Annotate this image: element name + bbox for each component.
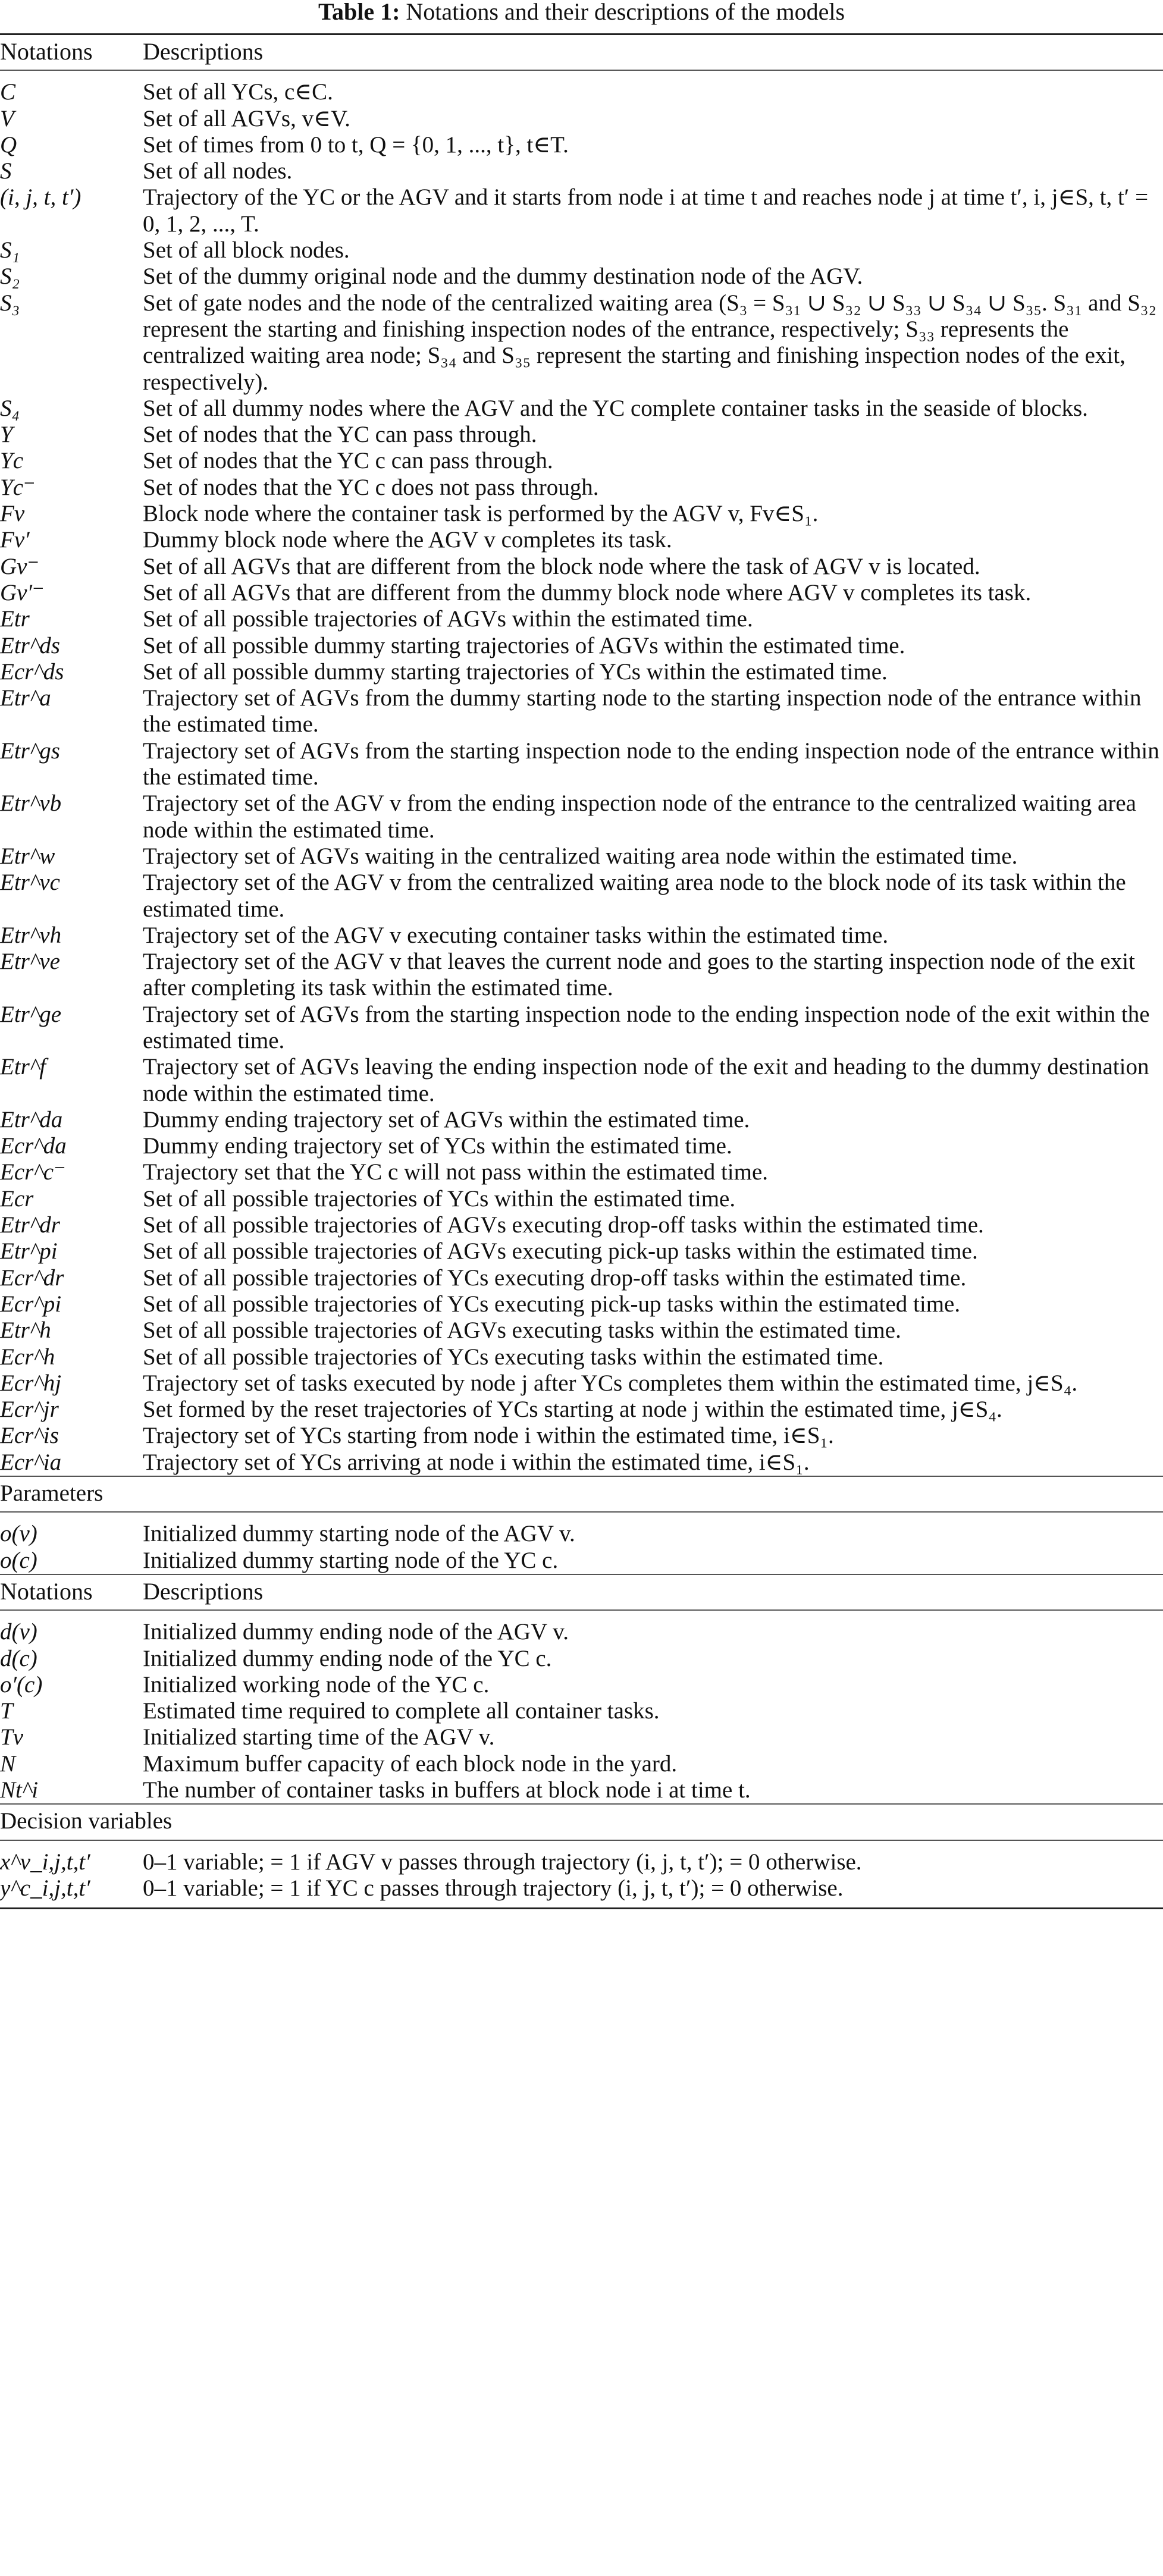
notation-symbol: Fv′ (0, 527, 30, 553)
notation-symbol: C (0, 79, 16, 105)
notation-description: Initialized dummy starting node of the AGV v. (143, 1521, 575, 1547)
header-notations: Notations (0, 1574, 143, 1610)
notation-description: Trajectory set of AGVs leaving the ending inspection node of the exit and heading to the dummy destination node within the estimated time. (143, 1054, 1149, 1106)
notation-description: Set of all possible trajectories of YCs within the estimated time. (143, 1185, 736, 1212)
notation-row (0, 1159, 1163, 1185)
parameter-row (0, 1610, 1163, 1645)
decision-section (0, 1804, 1163, 1840)
notation-symbol: Yc⁻ (0, 474, 36, 500)
notation-row (0, 685, 1163, 738)
notation-description: Dummy block node where the AGV v completes its task. (143, 527, 672, 553)
notation-symbol: Ecr^ds (0, 658, 64, 685)
caption-text: Notations and their descriptions of the models (406, 0, 845, 25)
parameter-row (0, 1698, 1163, 1724)
notation-row (0, 290, 1163, 396)
notation-row (0, 580, 1163, 606)
notation-row (0, 659, 1163, 685)
parameter-row (0, 1548, 1163, 1574)
notation-description: Set of nodes that the YC can pass through. (143, 422, 537, 448)
notation-symbol: Ecr^is (0, 1423, 59, 1449)
notation-row (0, 106, 1163, 132)
notation-symbol: S (0, 158, 12, 184)
notation-description: Set of all possible trajectories of YCs executing drop-off tasks within the estimated time. (143, 1265, 967, 1291)
notation-symbol: Etr^ds (0, 632, 60, 658)
notation-symbol: x^v_i,j,t,t′ (0, 1849, 90, 1875)
notation-row (0, 1291, 1163, 1317)
notation-symbol: Yc (0, 448, 23, 474)
parameters-section-label: Parameters (0, 1476, 1163, 1512)
notation-symbol: Gv′⁻ (0, 579, 45, 605)
notation-row (0, 923, 1163, 949)
notation-description: Initialized dummy starting node of the YC c. (143, 1547, 559, 1573)
notation-description: Set of all possible trajectories of AGVs executing pick-up tasks within the estimated time. (143, 1238, 978, 1265)
notation-description: Set of all possible trajectories of AGVs executing tasks within the estimated time. (143, 1317, 901, 1344)
notation-row (0, 738, 1163, 791)
notation-row (0, 448, 1163, 474)
notation-description: Dummy ending trajectory set of AGVs within the estimated time. (143, 1106, 750, 1132)
notation-description: Set of all possible dummy starting trajectories of YCs within the estimated time. (143, 658, 888, 685)
notation-description: Trajectory set of YCs starting from node i within the estimated time, i∈S₁. (143, 1423, 834, 1449)
notation-description: Trajectory set of the AGV v executing container tasks within the estimated time. (143, 922, 889, 948)
notation-row (0, 396, 1163, 422)
notation-row (0, 843, 1163, 870)
notation-description: Trajectory set of the AGV v that leaves the current node and goes to the starting inspection node of the exit after completing its task within the estimated time. (143, 949, 1135, 1001)
table-caption (0, 0, 1163, 26)
notation-description: Maximum buffer capacity of each block node in the yard. (143, 1750, 678, 1777)
notation-symbol: S₂ (0, 263, 20, 290)
notation-description: Set of all possible trajectories of AGVs executing drop-off tasks within the estimated time. (143, 1212, 984, 1238)
notation-symbol: y^c_i,j,t,t′ (0, 1875, 143, 1909)
notation-description: Initialized dummy ending node of the AGV v. (143, 1619, 569, 1645)
notation-row (0, 158, 1163, 184)
notation-row (0, 633, 1163, 659)
notation-row (0, 1344, 1163, 1370)
notation-row (0, 263, 1163, 290)
notation-description: Set of all AGVs, v∈V. (143, 105, 350, 131)
notation-symbol: Ecr^da (0, 1133, 67, 1159)
notation-description: Trajectory set of YCs arriving at node i within the estimated time, i∈S₁. (143, 1449, 810, 1475)
notation-symbol: Ecr^ia (0, 1449, 62, 1475)
notation-description: Initialized dummy ending node of the YC c. (143, 1645, 552, 1671)
notation-row (0, 501, 1163, 527)
notation-description: Trajectory set of AGVs from the starting inspection node to the ending inspection node of the entrance within the estimated time. (143, 738, 1159, 790)
notation-description: The number of container tasks in buffers at block node i at time t. (143, 1777, 751, 1803)
notation-description: Set formed by the reset trajectories of YCs starting at node j within the estimated time, j∈S₄. (143, 1397, 1002, 1423)
notation-description: Set of all possible trajectories of AGVs within the estimated time. (143, 606, 753, 632)
notation-symbol: Tv (0, 1724, 23, 1750)
notation-symbol: Ecr^hj (0, 1370, 62, 1396)
notation-row (0, 1265, 1163, 1291)
notation-symbol: o(v) (0, 1521, 37, 1547)
notation-description: Dummy ending trajectory set of YCs within the estimated time. (143, 1133, 732, 1159)
notation-symbol: Y (0, 422, 13, 448)
notation-description: Set of all possible trajectories of YCs executing tasks within the estimated time. (143, 1344, 884, 1370)
notation-row (0, 1449, 1163, 1476)
notation-row (0, 606, 1163, 632)
notation-symbol: S₁ (0, 237, 20, 263)
header-descriptions: Descriptions (143, 1574, 1163, 1610)
notation-description: Set of nodes that the YC c does not pass through. (143, 474, 599, 500)
notation-row (0, 1212, 1163, 1238)
notation-symbol: S₄ (0, 395, 20, 421)
notation-row (0, 554, 1163, 580)
notation-description: Set of nodes that the YC c can pass through. (143, 448, 553, 474)
notation-row (0, 527, 1163, 553)
notation-symbol: Ecr^c⁻ (0, 1159, 66, 1185)
decision-row (0, 1840, 1163, 1875)
notation-row (0, 1397, 1163, 1423)
notation-description: Estimated time required to complete all container tasks. (143, 1698, 660, 1724)
decision-row (0, 1875, 1163, 1909)
parameter-row (0, 1751, 1163, 1777)
notation-row (0, 1317, 1163, 1344)
notation-row (0, 1238, 1163, 1265)
notation-symbol: Etr^f (0, 1054, 46, 1080)
notation-description: 0–1 variable; = 1 if AGV v passes through trajectory (i, j, t, t′); = 0 otherwise. (143, 1849, 862, 1875)
notation-symbol: S₃ (0, 290, 20, 316)
notation-row (0, 422, 1163, 448)
notation-description: Set of all dummy nodes where the AGV and the YC complete container tasks in the seaside of blocks. (143, 395, 1088, 421)
header-descriptions: Descriptions (143, 34, 1163, 71)
notation-symbol: Etr^vb (0, 790, 62, 817)
notation-table-body (0, 34, 1163, 1909)
notation-description: Set of all YCs, c∈C. (143, 79, 333, 105)
notation-symbol: Etr^h (0, 1317, 51, 1344)
notation-symbol: o(c) (0, 1547, 37, 1573)
notation-row (0, 70, 1163, 105)
notation-description: 0–1 variable; = 1 if YC c passes through trajectory (i, j, t, t′); = 0 otherwise. (143, 1875, 1163, 1909)
parameter-row (0, 1724, 1163, 1750)
notation-symbol: Etr^a (0, 685, 51, 711)
notation-symbol: Etr (0, 606, 30, 632)
notation-symbol: d(v) (0, 1619, 37, 1645)
notation-row (0, 132, 1163, 158)
notation-row (0, 870, 1163, 923)
notation-description: Set of all AGVs that are different from the dummy block node where AGV v completes its task. (143, 579, 1032, 605)
notation-row (0, 1107, 1163, 1133)
notation-symbol: Etr^vh (0, 922, 62, 948)
notation-symbol: Ecr (0, 1185, 34, 1212)
parameters-section (0, 1476, 1163, 1512)
notation-symbol: Etr^ve (0, 949, 60, 975)
notation-description: Block node where the container task is performed by the AGV v, Fv∈S₁. (143, 501, 819, 527)
notation-symbol: Etr^gs (0, 738, 60, 764)
notation-description: Initialized starting time of the AGV v. (143, 1724, 495, 1750)
notation-description: Set of the dummy original node and the dummy destination node of the AGV. (143, 263, 863, 290)
notation-description: Set of all possible trajectories of YCs executing pick-up tasks within the estimated time. (143, 1291, 961, 1317)
notation-symbol: V (0, 105, 14, 131)
notation-symbol: Etr^dr (0, 1212, 60, 1238)
notation-symbol: Etr^pi (0, 1238, 58, 1265)
notation-row (0, 475, 1163, 501)
notation-description: Set of all AGVs that are different from the block node where the task of AGV v is located. (143, 553, 980, 579)
notation-description: Set of all possible dummy starting trajectories of AGVs within the estimated time. (143, 632, 905, 658)
decision-section-label: Decision variables (0, 1804, 1163, 1840)
notation-symbol: (i, j, t, t′) (0, 184, 81, 211)
notation-row (0, 790, 1163, 843)
notation-symbol: N (0, 1750, 16, 1777)
notation-description: Trajectory set of AGVs from the starting inspection node to the ending inspection node of the exit within the estimated time. (143, 1001, 1150, 1053)
notation-row (0, 237, 1163, 263)
notation-description: Trajectory set of tasks executed by node j after YCs completes them within the estimated time, j∈S₄. (143, 1370, 1078, 1396)
notation-description: Trajectory of the YC or the AGV and it starts from node i at time t and reaches node j at time t′, i, j∈S, t, t′ = 0, 1, 2, ..., T. (143, 184, 1149, 237)
parameter-row (0, 1512, 1163, 1547)
notation-description: Trajectory set that the YC c will not pass within the estimated time. (143, 1159, 769, 1185)
notation-symbol: o′(c) (0, 1671, 43, 1698)
notation-symbol: Etr^da (0, 1106, 63, 1132)
notation-symbol: d(c) (0, 1645, 37, 1671)
notation-description: Initialized working node of the YC c. (143, 1671, 490, 1698)
caption-label: Table 1: (318, 0, 400, 25)
notation-description: Set of times from 0 to t, Q = {0, 1, ..., t}, t∈T. (143, 131, 569, 158)
parameter-row (0, 1646, 1163, 1672)
table-header (0, 34, 1163, 71)
notation-symbol: Q (0, 131, 17, 158)
notation-symbol: Ecr^jr (0, 1397, 59, 1423)
notation-symbol: Gv⁻ (0, 553, 40, 579)
table-header-2 (0, 1574, 1163, 1610)
header-notations: Notations (0, 34, 143, 71)
parameter-row (0, 1777, 1163, 1804)
notation-symbol: Etr^vc (0, 870, 60, 896)
notation-row (0, 1133, 1163, 1159)
notation-row (0, 1002, 1163, 1055)
notation-description: Trajectory set of the AGV v from the ending inspection node of the entrance to the centralized waiting area node within the estimated time. (143, 790, 1136, 843)
notation-symbol: Ecr^dr (0, 1265, 64, 1291)
notation-description: Set of all nodes. (143, 158, 293, 184)
notation-row (0, 949, 1163, 1002)
notation-symbol: Ecr^pi (0, 1291, 62, 1317)
notation-row (0, 184, 1163, 237)
notation-row (0, 1186, 1163, 1212)
notation-description: Trajectory set of the AGV v from the centralized waiting area node to the block node of its task within the estimated time. (143, 870, 1126, 922)
notation-description: Set of gate nodes and the node of the centralized waiting area (S₃ = S₃₁ ∪ S₃₂ ∪ S₃₃ ∪ S₃₄ ∪ S₃₅. S₃₁ and S₃₂ represent the starting and finishing inspection nodes of the entrance, respectively; S₃₃ represents the centralized waiting area node; S₃₄ and S₃₅ represent the starting and finishing inspection nodes of the exit, respectively). (143, 290, 1157, 395)
notation-row (0, 1423, 1163, 1449)
notation-description: Trajectory set of AGVs from the dummy starting node to the starting inspection node of the entrance within the estimated time. (143, 685, 1142, 738)
notation-symbol: Etr^ge (0, 1001, 62, 1027)
notation-symbol: Fv (0, 501, 25, 527)
notation-symbol: Nt^i (0, 1777, 39, 1803)
notation-table (0, 33, 1163, 1909)
notation-row (0, 1054, 1163, 1107)
notation-symbol: Etr^w (0, 843, 55, 869)
parameter-row (0, 1672, 1163, 1698)
notation-description: Trajectory set of AGVs waiting in the centralized waiting area node within the estimated time. (143, 843, 1018, 869)
notation-symbol: Ecr^h (0, 1344, 55, 1370)
notation-symbol: T (0, 1698, 13, 1724)
notation-description: Set of all block nodes. (143, 237, 350, 263)
notation-row (0, 1370, 1163, 1397)
